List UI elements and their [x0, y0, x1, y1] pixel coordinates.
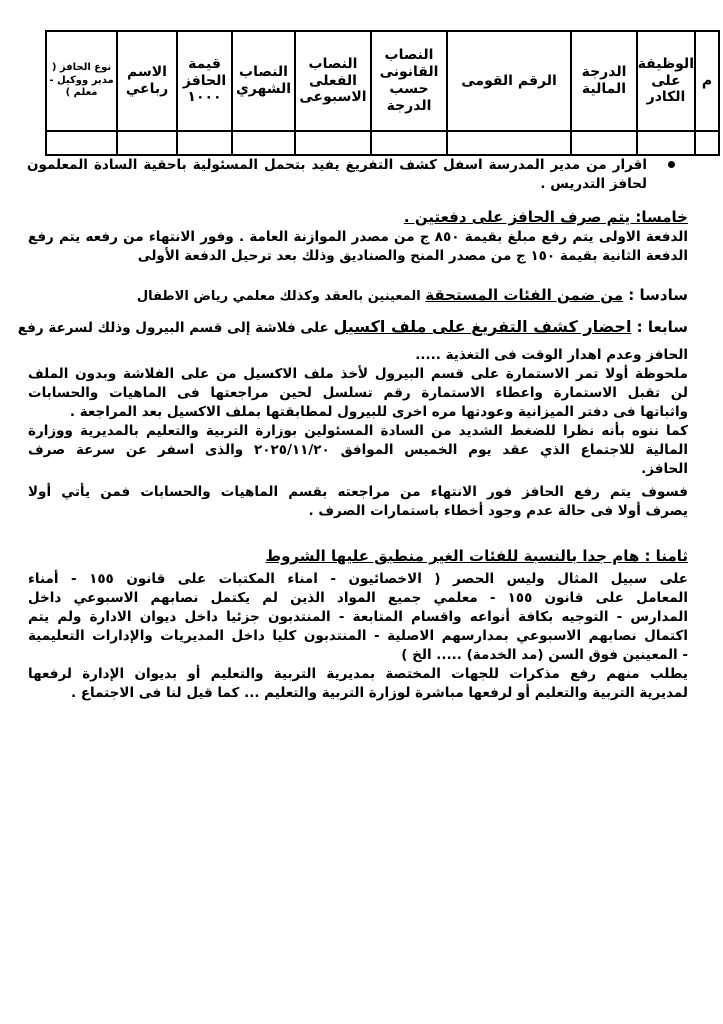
table-header-cell: الدرجة المالية [571, 31, 637, 131]
paragraph-line: المدارس - التوجيه بكافة أنواعه واقسام المتابعة - المنتدبون جزئيا داخل ديوان الادارة ولم يتم [28, 609, 688, 625]
table-cell [295, 131, 371, 155]
section-five [28, 206, 688, 266]
table-header-cell: قيمة الحافز ١٠٠٠ [177, 31, 232, 131]
table-header-cell: النصاب الفعلى الاسبوعى [295, 31, 371, 131]
table-cell [695, 131, 719, 155]
paragraph-line: الدفعة الثانية بقيمة ١٥٠ ج من مصدر المنح والصناديق وذلك بعد ترحيل الدفعة الأولى [137, 248, 688, 264]
paragraph-line: المعامل على قانون ١٥٥ - معلمي جميع المواد الذين لم يكتمل نصابهم الاسبوعي داخل [28, 590, 688, 606]
table-cell [371, 131, 447, 155]
paragraph-line: يطلب منهم رفع مذكرات للجهات المختصة بمديرية التربية والتعليم أو بديوان الإدارة لرفعها [28, 666, 688, 682]
paragraph-line: الحافز وعدم اهدار الوقت فى التغذية ..... [415, 347, 688, 363]
section-eight [28, 545, 688, 703]
bullet-note [27, 156, 647, 194]
paragraph-line: واثباتها فى دفتر الميزانية وعودتها مره اخرى للبيرول لمطابقتها بملف الاكسيل بعد المراجعة . [69, 404, 688, 420]
paragraph-line: كما ننوه بأنه نظرا للضغط الشديد من السادة المسئولين بوزارة التربية والتعليم بالمديرية ووزارة [28, 423, 688, 439]
section-heading: خامسا: يتم صرف الحافز على دفعتين . [403, 208, 688, 226]
table-cell [637, 131, 695, 155]
paragraph-line: - المعينين فوق السن (مد الخدمة) ..... الخ ) [401, 647, 688, 663]
paragraph-line: الحافز. [641, 461, 688, 477]
table-cell [232, 131, 295, 155]
section-six [28, 284, 688, 308]
table-cell [571, 131, 637, 155]
section-heading-line [17, 316, 688, 339]
table-header-cell: نوع الحافز ( مدير ووكيل - معلم ) [46, 31, 117, 131]
paragraph-line: لن تقبل الاستمارة واعطاء الاستمارة رقم تسلسل لحين مراجعتها فى الماهيات والحسابات [28, 385, 688, 401]
section-label: سابعا : [631, 318, 688, 336]
bullet-line: لحافز التدريس . [540, 176, 647, 192]
bullet-line: اقرار من مدير المدرسة اسفل كشف التفريغ يفيد بتحمل المسئولية باحقية السادة المعلمون [27, 157, 647, 173]
table-header-cell: النصاب الشهري [232, 31, 295, 131]
section-highlight: من ضمن الفئات المستحقة [425, 286, 624, 304]
table-header-cell: م [695, 31, 719, 131]
bullet-icon [668, 161, 675, 168]
table-header-cell: الرقم القومى [447, 31, 571, 131]
paragraph-line: الدفعة الاولى يتم رفع مبلغ بقيمة ٨٥٠ ج من مصدر الموازنة العامة . وفور الانتهاء من رفعه يتم رفع [28, 229, 688, 245]
paragraph-line: المالية للاجتماع الذي عقد يوم الخميس الموافق ٢٠٢٥/١١/٢٠ والذى اسفر عن سرعة صرف [28, 442, 688, 458]
section-highlight: احضار كشف التفريغ على ملف اكسيل [333, 317, 632, 336]
table-header-cell: الوظيفة على الكادر [637, 31, 695, 131]
section-seven [17, 316, 688, 521]
table-cell [447, 131, 571, 155]
paragraph-line: على سبيل المثال وليس الحصر ( الاخصائيون - امناء المكتبات على قانون ١٥٥ - أمناء [28, 571, 688, 587]
table-header-cell: الاسم رباعي [117, 31, 177, 131]
table-header-row [46, 31, 719, 131]
table-cell [177, 131, 232, 155]
section-heading: ثامنا : هام جدا بالنسبة للفئات الغير منطبق عليها الشروط [265, 547, 688, 565]
section-label: سادسا : [623, 286, 688, 304]
section-rest: على فلاشة إلى قسم البيرول وذلك لسرعة رفع [17, 320, 334, 336]
table-cell [117, 131, 177, 155]
paragraph-line: فسوف يتم رفع الحافز فور الانتهاء من مراجعته بقسم الماهيات والحسابات فمن يأتي أولا [28, 484, 688, 500]
paragraph-line: ملحوظة أولا تمر الاستمارة على قسم البيرول لأخذ ملف الاكسيل من على الفلاشة وبدون الملف [28, 366, 688, 382]
table-cell [46, 131, 117, 155]
paragraph-line: اكتمال نصابهم الاسبوعي بمدارسهم الاصلية - المنتدبون كليا داخل المديريات والإدارات التعليمية [28, 628, 688, 644]
data-table [45, 30, 720, 156]
section-heading-line [28, 284, 688, 308]
section-rest: المعينين بالعقد وكذلك معلمي رياض الاطفال [136, 289, 426, 304]
table-header-cell: النصاب القانونى حسب الدرجة [371, 31, 447, 131]
paragraph-line: يصرف أولا فى حالة عدم وجود أخطاء باستمارات الصرف . [308, 503, 688, 519]
paragraph-line: لمديرية التربية والتعليم أو لرفعها مباشرة لوزارة التربية والتعليم ... كما قيل لنا فى الاجتماع . [70, 685, 688, 701]
table-row [46, 131, 719, 155]
